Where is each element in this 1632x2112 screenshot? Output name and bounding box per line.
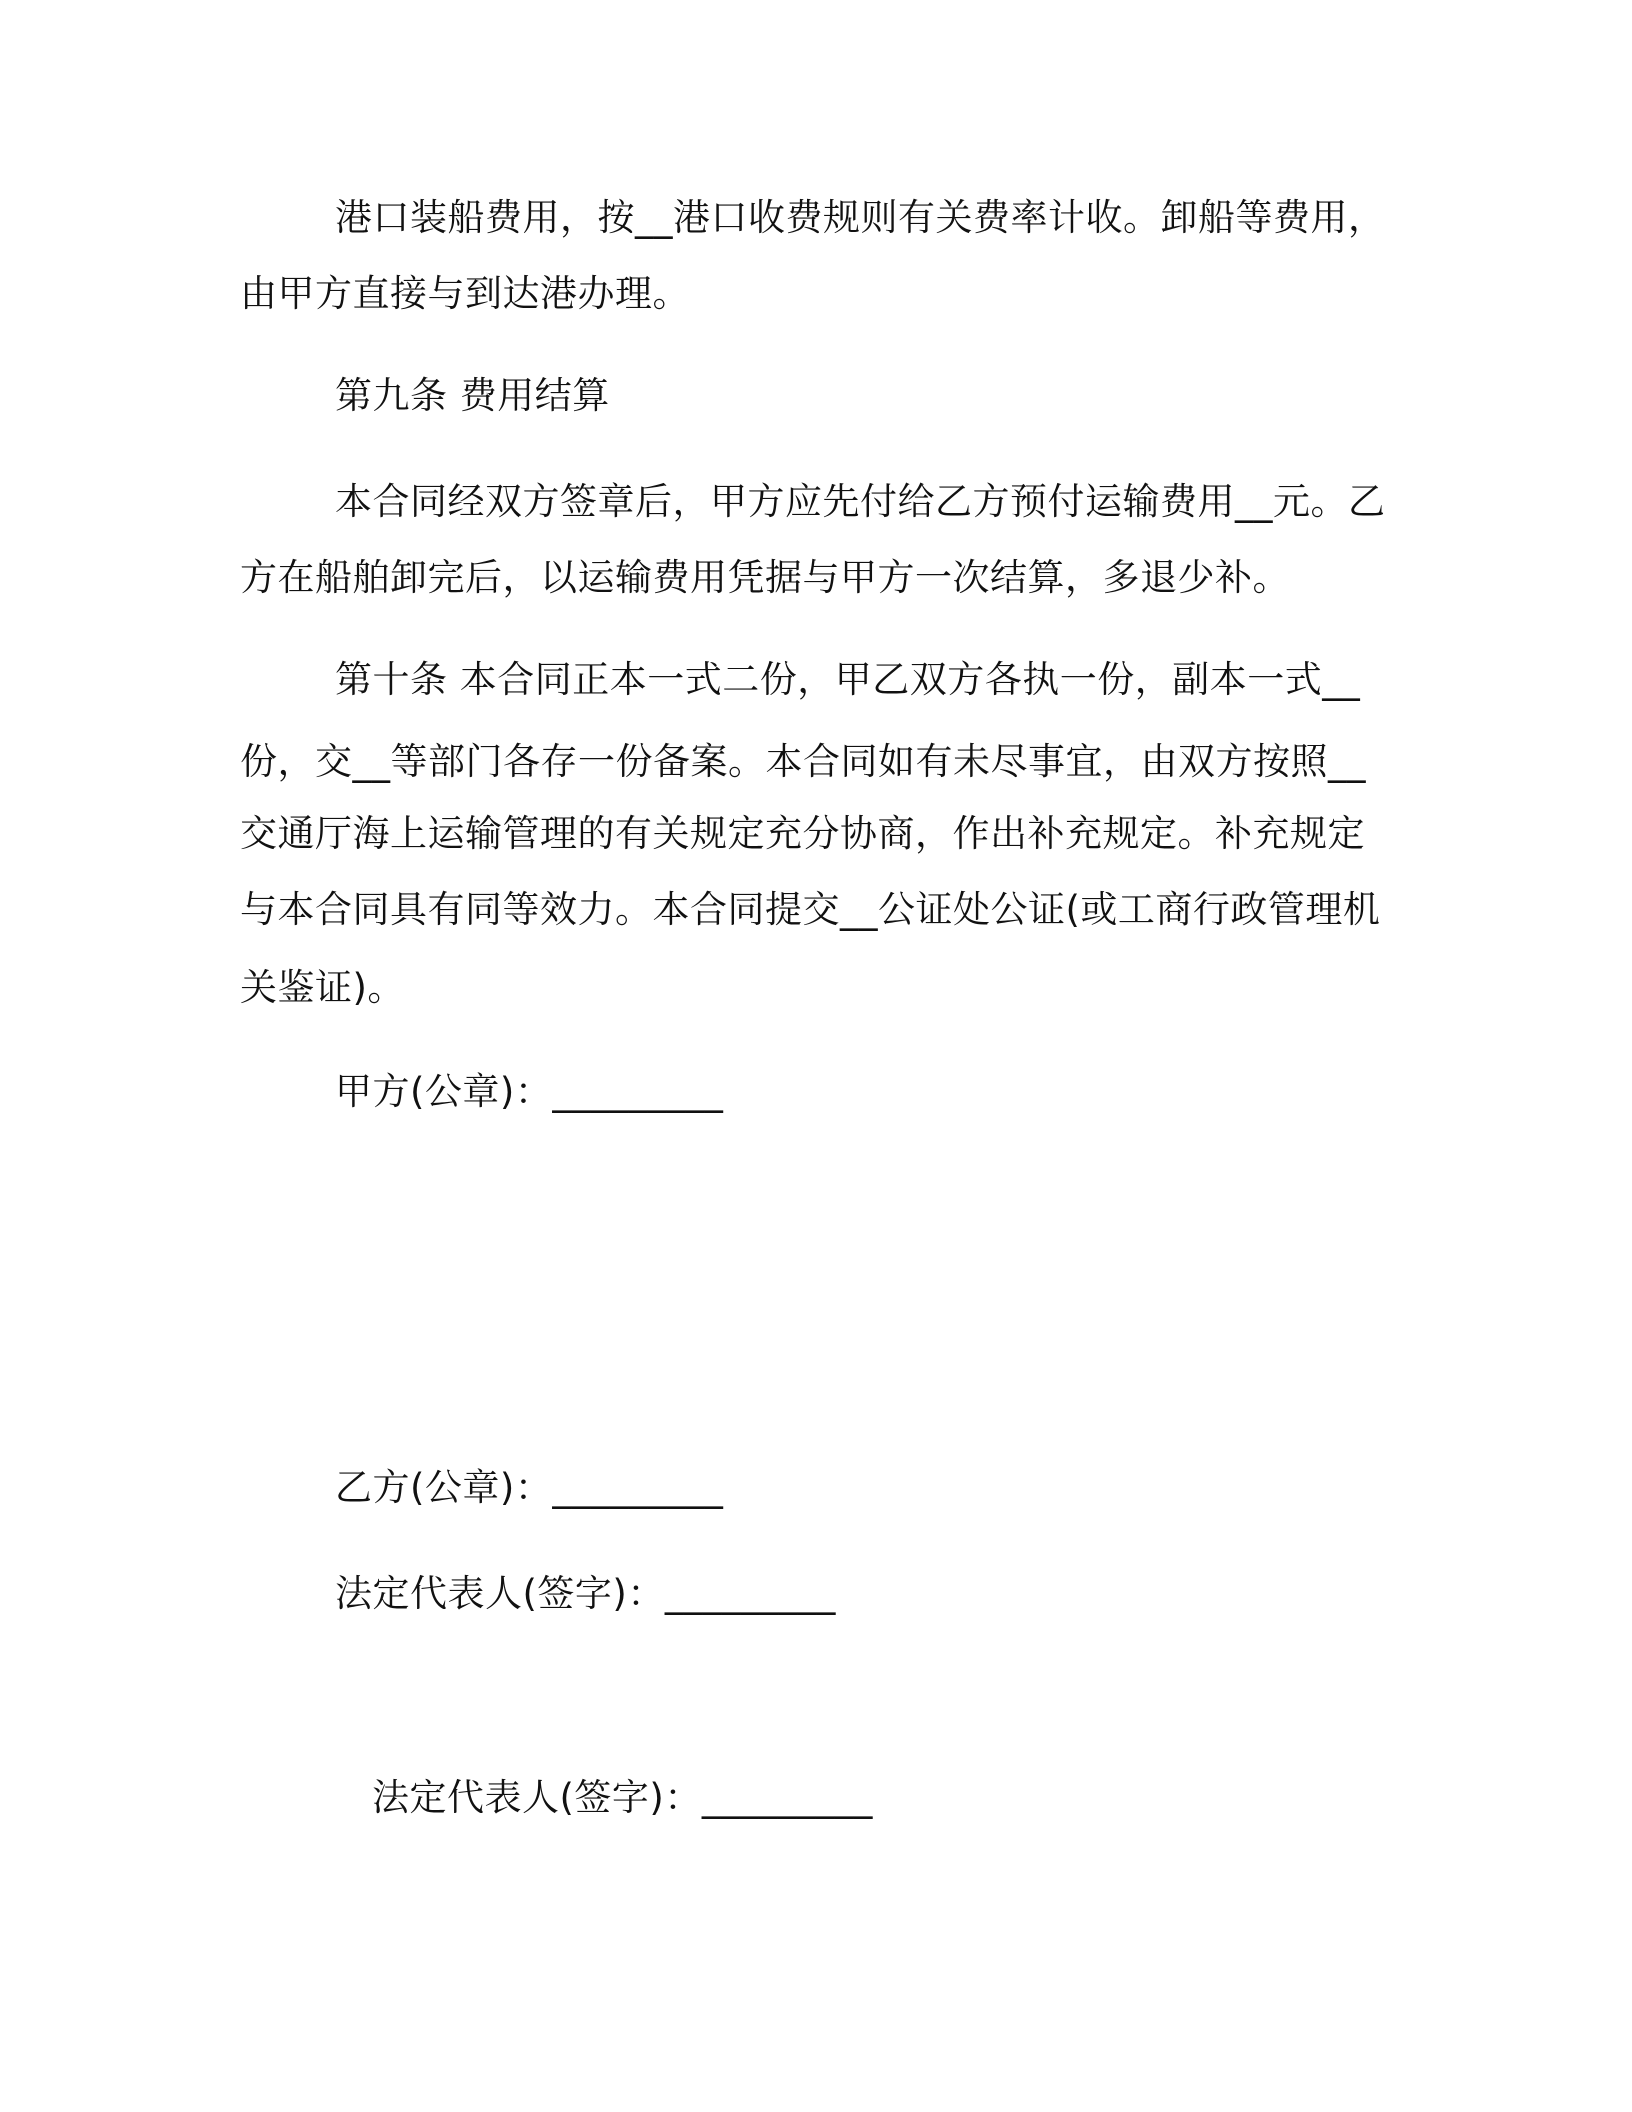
paragraph-port-fees-line-2: 由甲方直接与到达港办理。 — [240, 272, 690, 315]
article-9-title: 第九条 费用结算 — [335, 374, 610, 417]
party-b-seal-line: 乙方(公章)：_________ — [335, 1466, 724, 1509]
article-10-line-4: 与本合同具有同等效力。本合同提交__公证处公证(或工商行政管理机 — [240, 888, 1381, 931]
article-10-line-5: 关鉴证)。 — [240, 966, 405, 1009]
article-10-line-1: 第十条 本合同正本一式二份，甲乙双方各执一份，副本一式__ — [335, 658, 1361, 701]
legal-representative-signature-line-2: 法定代表人(签字)：_________ — [372, 1776, 873, 1819]
paragraph-settlement-line-1: 本合同经双方签章后，甲方应先付给乙方预付运输费用__元。乙 — [335, 480, 1386, 523]
paragraph-port-fees-line-1: 港口装船费用，按__港口收费规则有关费率计收。卸船等费用， — [335, 196, 1386, 239]
party-a-seal-line: 甲方(公章)：_________ — [335, 1070, 724, 1113]
article-10-line-3: 交通厅海上运输管理的有关规定充分协商，作出补充规定。补充规定 — [240, 812, 1365, 855]
article-10-line-2: 份，交__等部门各存一份备案。本合同如有未尽事宜，由双方按照__ — [240, 740, 1366, 783]
paragraph-settlement-line-2: 方在船舶卸完后，以运输费用凭据与甲方一次结算，多退少补。 — [240, 556, 1290, 599]
legal-representative-signature-line-1: 法定代表人(签字)：_________ — [335, 1572, 836, 1615]
